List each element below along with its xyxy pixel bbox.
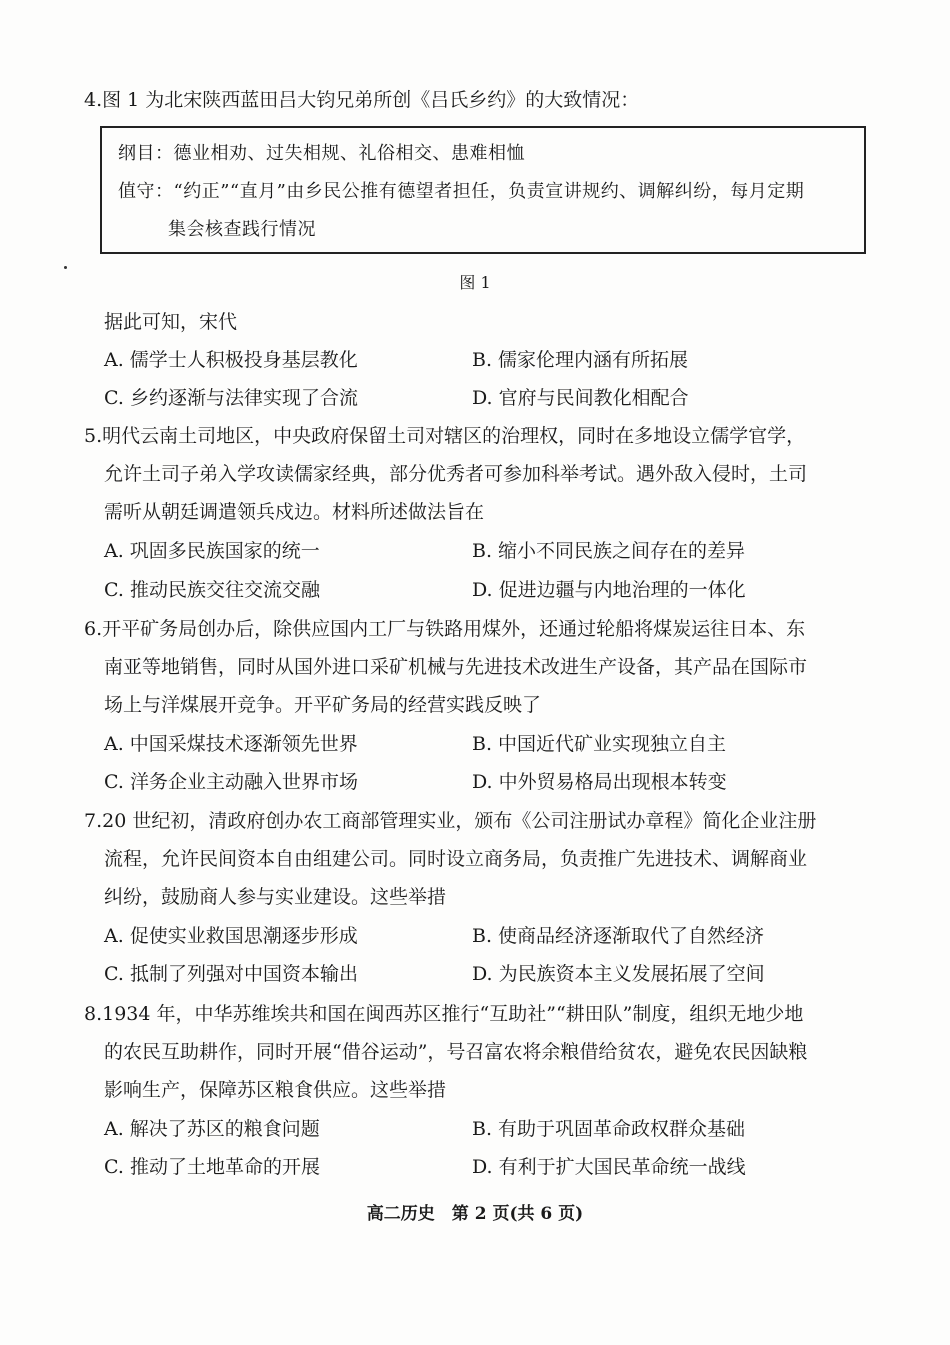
q6-line-2: 南亚等地销售，同时从国外进口采矿机械与先进技术改进生产设备，其产品在国际市 xyxy=(104,656,808,678)
q8-option-c: C. 推动了土地革命的开展 xyxy=(104,1156,320,1178)
q5-option-c: C. 推动民族交往交流交融 xyxy=(104,579,320,601)
q6-option-a: A. 中国采煤技术逐渐领先世界 xyxy=(104,733,358,755)
q7-option-a: A. 促使实业救国思潮逐步形成 xyxy=(104,925,358,947)
page-footer: 高二历史 第 2 页(共 6 页) xyxy=(366,1204,584,1224)
q8-option-d: D. 有利于扩大国民革命统一战线 xyxy=(472,1156,746,1178)
q4-box-line-3: 集会核查践行情况 xyxy=(168,219,316,240)
q6-line-1: 6.开平矿务局创办后，除供应国内工厂与铁路用煤外，还通过轮船将煤炭运往日本、东 xyxy=(84,618,806,640)
q8-line-1: 8.1934 年，中华苏维埃共和国在闽西苏区推行“互助社”“耕田队”制度，组织无地少地 xyxy=(84,1003,804,1025)
q4-figure-caption: 图 1 xyxy=(459,273,491,292)
q7-line-3: 纠纷，鼓励商人参与实业建设。这些举措 xyxy=(104,886,447,908)
q8-line-2: 的农民互助耕作，同时开展“借谷运动”，号召富农将余粮借给贫农，避免农民因缺粮 xyxy=(104,1041,808,1063)
q7-option-b: B. 使商品经济逐渐取代了自然经济 xyxy=(472,925,765,947)
q5-option-d: D. 促进边疆与内地治理的一体化 xyxy=(472,579,746,601)
q7-line-2: 流程，允许民间资本自由组建公司。同时设立商务局，负责推广先进技术、调解商业 xyxy=(104,848,808,870)
q4-figure-box xyxy=(100,126,866,254)
q7-option-c: C. 抵制了列强对中国资本输出 xyxy=(104,963,358,985)
q4-option-a: A. 儒学士人积极投身基层教化 xyxy=(104,349,358,371)
q6-option-c: C. 洋务企业主动融入世界市场 xyxy=(104,771,358,793)
q4-option-c: C. 乡约逐渐与法律实现了合流 xyxy=(104,387,358,409)
q4-option-d: D. 官府与民间教化相配合 xyxy=(472,387,689,409)
q8-option-a: A. 解决了苏区的粮食问题 xyxy=(104,1118,320,1140)
q6-option-d: D. 中外贸易格局出现根本转变 xyxy=(472,771,727,793)
q5-line-1: 5.明代云南土司地区，中央政府保留土司对辖区的治理权，同时在多地设立儒学官学， xyxy=(84,425,806,447)
q6-line-3: 场上与洋煤展开竞争。开平矿务局的经营实践反映了 xyxy=(104,694,542,716)
q7-option-d: D. 为民族资本主义发展拓展了空间 xyxy=(472,963,765,985)
q7-line-1: 7.20 世纪初，清政府创办农工商部管理实业，颁布《公司注册试办章程》简化企业注册 xyxy=(84,810,817,832)
q5-line-3: 需听从朝廷调遣领兵戍边。材料所述做法旨在 xyxy=(104,501,485,523)
stray-dot xyxy=(64,266,67,269)
q4-option-b: B. 儒家伦理内涵有所拓展 xyxy=(472,349,689,371)
q4-lead: 据此可知，宋代 xyxy=(104,311,238,333)
q8-line-3: 影响生产，保障苏区粮食供应。这些举措 xyxy=(104,1079,447,1101)
q6-option-b: B. 中国近代矿业实现独立自主 xyxy=(472,733,727,755)
q8-option-b: B. 有助于巩固革命政权群众基础 xyxy=(472,1118,746,1140)
q5-option-a: A. 巩固多民族国家的统一 xyxy=(104,540,320,562)
q4-box-line-1: 纲目：德业相劝、过失相规、礼俗相交、患难相恤 xyxy=(118,143,525,164)
q5-line-2: 允许土司子弟入学攻读儒家经典，部分优秀者可参加科举考试。遇外敌入侵时，土司 xyxy=(104,463,808,485)
q4-box-line-2: 值守：“约正”“直月”由乡民公推有德望者担任，负责宣讲规约、调解纠纷，每月定期 xyxy=(118,181,805,202)
q4-stem: 4.图 1 为北宋陕西蓝田吕大钧兄弟所创《吕氏乡约》的大致情况： xyxy=(84,89,640,111)
q5-option-b: B. 缩小不同民族之间存在的差异 xyxy=(472,540,746,562)
